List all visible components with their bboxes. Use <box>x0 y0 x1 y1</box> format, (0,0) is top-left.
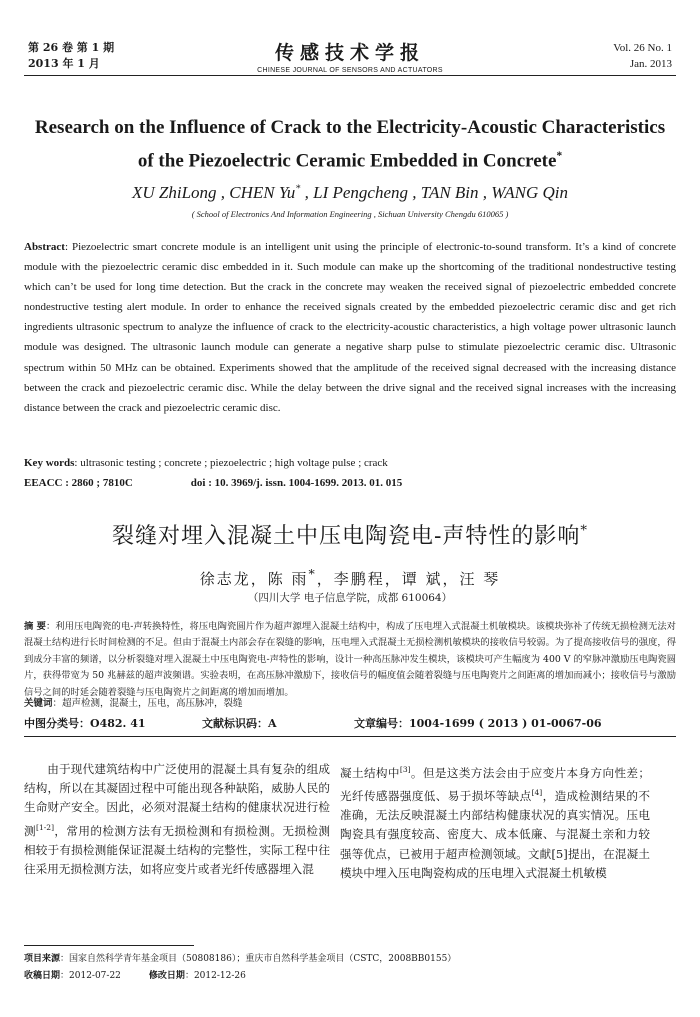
authors-first: XU ZhiLong , CHEN Yu <box>131 183 296 202</box>
abstract-text: : Piezoelectric smart concrete module is an intelligent unit using the principle of electronic-to-sound transform. It’s a kind of concrete module with the piezoelectric ceramic disc embedded in it. Such module can make up the shortcoming of the traditional nondestructive testing which can’t be used for long time detection. But the crack in the concrete may weaken the received signal of piezoelectric embedded concrete nondestructive testing alert module. In order to enhance the received signals created by the embedded piezoelectric ceramic disc and get rich ingredients ultrasonic spectrum to analyze the influence of crack to the electricity-acoustic characteristics, a high voltage power ultrasonic launch module was designed. The ultrasonic launch module can generate a negative sharp pulse to stimulate piezoelectric ceramic disc. Ultrasonic spectrum within 50 MHz can be obtained. Experiments showed that the amplitude of the received signal decreased with the increasing distance between the crack and piezoelectric ceramic disc. While the delay between the drive signal and the received signal increases with the increasing distance between the crack and piezoelectric ceramic disc. <box>24 241 676 414</box>
authors-rest: , LI Pengcheng , TAN Bin , WANG Qin <box>300 183 568 202</box>
doccode-value: ：A <box>257 717 277 730</box>
english-authors <box>0 183 700 203</box>
article-value: ：1004-1699 ( 2013 ) 01-0067-06 <box>398 717 602 730</box>
revised-date: ：2012-12-26 <box>184 971 246 981</box>
body-column-left <box>24 760 330 879</box>
funding-line <box>24 951 676 968</box>
chinese-authors <box>0 566 700 589</box>
english-title-text: Research on the Influence of Crack to the Electricity-Acoustic Characteristics of the Piezoelectric Ceramic Embedded in Concrete <box>34 117 666 172</box>
journal-name-cn: 传感技术学报 <box>274 42 425 64</box>
corresponding-author-mark: * <box>295 183 301 195</box>
eeacc-code: EEACC : 2860 ; 7810C <box>24 477 133 489</box>
volume-issue-en: Vol. 26 No. 1 <box>613 42 672 54</box>
body-column-right <box>340 760 650 883</box>
title-footnote-mark: * <box>556 150 563 162</box>
cn-authors-rest: ，李鹏程，谭 斌，汪 琴 <box>316 570 501 588</box>
body-right-text-a: 凝土结构中 <box>340 765 400 780</box>
received-label: 收稿日期 <box>24 971 61 981</box>
chinese-abstract <box>24 619 676 701</box>
dates-line <box>24 968 676 985</box>
english-abstract <box>24 237 676 418</box>
revised-label: 修改日期 <box>148 971 185 981</box>
footnote-divider <box>24 945 194 946</box>
english-keywords <box>24 457 676 469</box>
citation-ref: [1-2] <box>36 822 55 832</box>
cn-keywords-text: ：超声检测，混凝土，压电，高压脉冲，裂缝 <box>52 698 243 709</box>
cls-label: 中图分类号 <box>24 717 79 730</box>
volume-issue-cn: 第 26 卷 第 1 期 <box>28 41 115 54</box>
cn-keywords-label: 关键词 <box>24 698 53 709</box>
body-left-text-rest: ，常用的检测方法有无损检测和有损检测。无损检测相较于有损检测能保证混凝土结构的完整性，实际工程中往往采用无损检测方法，如将应变片或者光纤传感器埋入混 <box>24 823 330 876</box>
cn-abstract-label: 摘 要 <box>24 621 47 632</box>
received-date: ：2012-07-22 <box>60 971 121 981</box>
journal-masthead <box>0 38 700 74</box>
funding-label: 项目来源 <box>24 954 61 964</box>
journal-name-en: CHINESE JOURNAL OF SENSORS AND ACTUATORS <box>257 67 443 74</box>
date-en: Jan. 2013 <box>629 58 672 70</box>
chinese-classification <box>24 715 676 731</box>
funding-text: ：国家自然科学青年基金项目（50808186）；重庆市自然科学基金项目（CSTC，2008BB0155） <box>60 954 457 964</box>
journal-volume-en <box>613 40 672 72</box>
citation-ref: [3] <box>399 765 411 774</box>
keywords-label: Key words <box>24 457 75 469</box>
date-cn: 2013 年 1 月 <box>28 57 100 70</box>
cls-value: ：O482. 41 <box>79 717 146 730</box>
keywords-text: : ultrasonic testing ; concrete ; piezoelectric ; high voltage pulse ; crack <box>74 457 388 469</box>
chinese-title-text: 裂缝对埋入混凝土中压电陶瓷电-声特性的影响 <box>111 524 581 549</box>
classification-line <box>24 477 676 489</box>
chinese-affiliation: （四川大学 电子信息学院，成都 610064） <box>247 592 453 604</box>
english-title <box>30 113 670 175</box>
cn-abstract-text: ：利用压电陶瓷的电-声转换特性，将压电陶瓷圆片作为超声源埋入混凝土结构中，构成了压电埋入式混凝土机敏模块。该模块弥补了传统无损检测无法对混凝土结构进行长时间检测的不足。但由于混凝土内部会存在裂缝的影响，压电埋入式混凝土无损检测机敏模块的接收信号较弱。为了提高接收信号的强度，得到成分丰富的频谱，以分析裂缝对埋入混凝土中压电陶瓷电-声特性的影响，设计一种高压脉冲发生模块，该模块可产生幅度为 400 V 的窄脉冲激励压电陶瓷圆片，获得带宽为 50 兆赫兹的超声波频谱。实验表明，在高压脉冲激励下，接收信号的幅度值会随着裂缝与压电陶瓷片之间距离的增加而减小；接收信号与激励信号之间的时延会随着裂缝与压电陶瓷片之间距离的增加而增加。 <box>24 621 676 698</box>
cn-corresponding-mark: * <box>308 566 317 581</box>
citation-ref: [4] <box>531 788 543 798</box>
footnote <box>24 951 676 985</box>
cn-title-footnote-mark: * <box>580 523 589 539</box>
header-divider <box>24 75 676 76</box>
body-left-text: 由于现代建筑结构中广泛使用的混凝土具有复杂的组成结构，所以在其凝固过程中可能出现各种缺陷，威胁人民的生命财产安全。因此，必须对混凝土结构的健康状况进行检测 <box>24 762 330 838</box>
body-right-text-c: ，造成检测结果的不准确，无法反映混凝土内部结构健康状况的真实情况。压电陶瓷具有强度较高、密度大、成本低廉、与混凝土亲和力较强等优点，已被用于超声检测领域。文献[5]提出，在混凝土模块中埋入压电陶瓷构成的压电埋入式混凝土机敏模 <box>340 788 650 880</box>
article-label: 文章编号 <box>354 717 398 730</box>
frontmatter-divider <box>24 736 676 737</box>
abstract-label: Abstract <box>24 241 65 253</box>
chinese-title <box>0 519 700 550</box>
doi: doi : 10. 3969/j. issn. 1004-1699. 2013. 01. 015 <box>190 477 403 489</box>
body-right-text-b: 。但是这类方法会由于应变片本身方向性差；光纤传感器强度低、易于损坏等缺点 <box>340 765 650 803</box>
doccode-label: 文献标识码 <box>202 717 257 730</box>
cn-authors-first: 徐志龙，陈 雨 <box>199 570 309 588</box>
chinese-keywords <box>24 695 676 709</box>
english-affiliation: ( School of Electronics And Information Engineering , Sichuan University Chengdu 610065 ) <box>191 209 509 219</box>
